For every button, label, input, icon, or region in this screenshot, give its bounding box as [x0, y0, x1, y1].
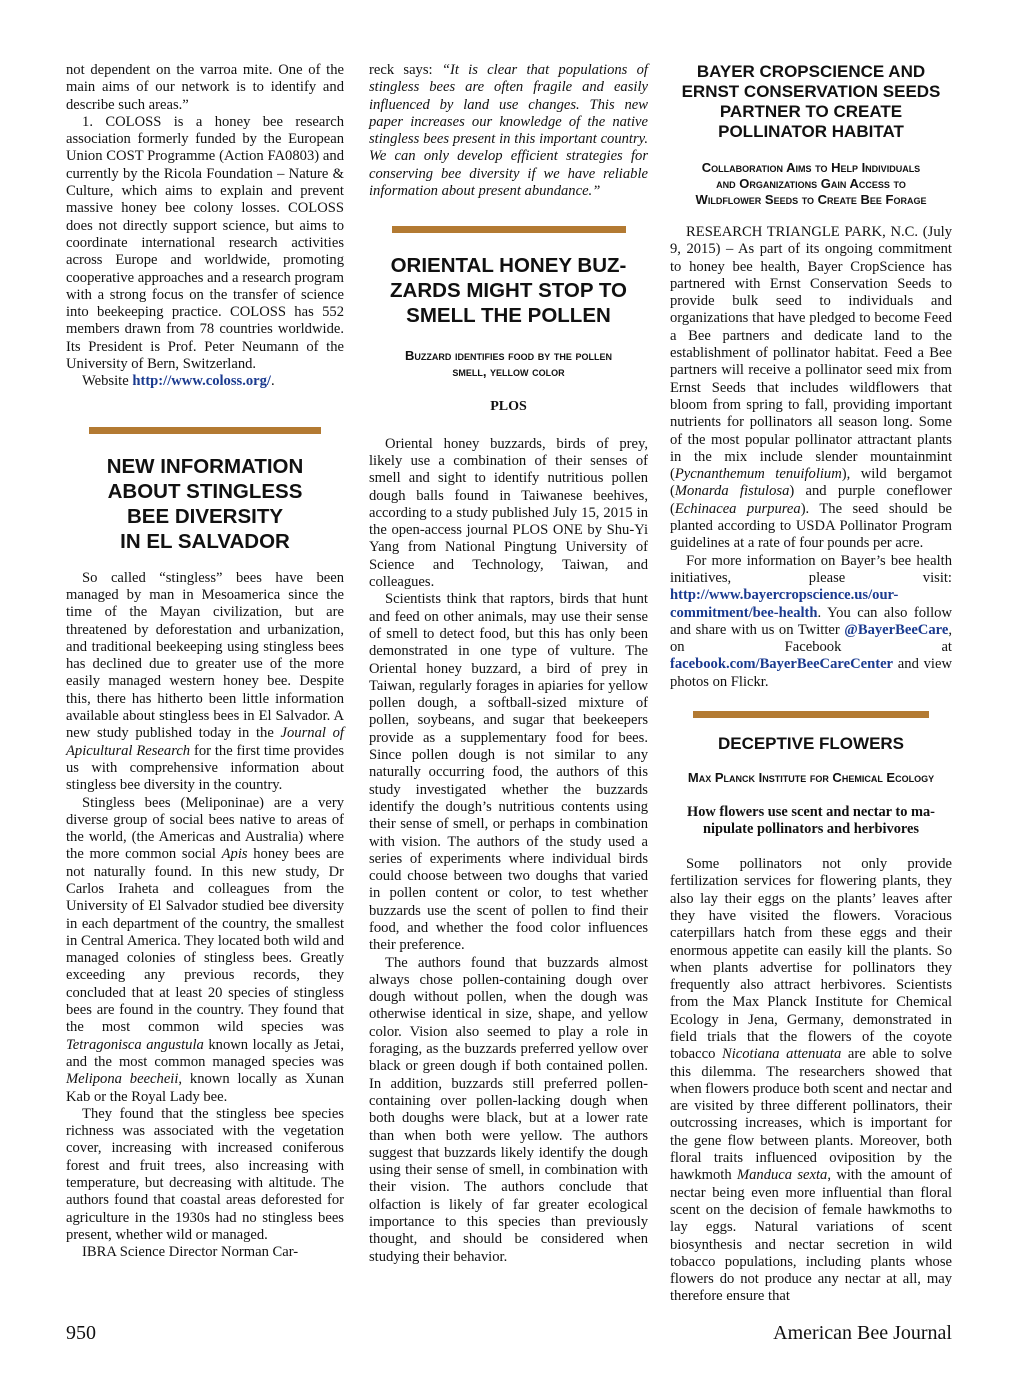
source-max-planck: Max Planck Institute for Chemical Ecology [687, 770, 935, 786]
deck-how-flowers: How flowers use scent and nectar to ma- nipulate pollinators and herbivores [687, 804, 935, 838]
column-2 [369, 62, 648, 1266]
journal-name: American Bee Journal [773, 1322, 952, 1344]
subheadline-collaboration: Collaboration Aims to Help Individuals and Organizations Gain Access to Wildflower Seeds to Create Bee Forage [695, 160, 927, 207]
article-paragraph: For more information on Bayer’s bee health initiatives, please visit: http://www.bayercropscience.us/our-commitment/bee-health. You can also follow and share with us on Twitter @BayerBeeCare, on Facebook at facebook.com/BayerBeeCareCenter and view photos on Flickr. [670, 552, 952, 690]
section-divider [693, 711, 929, 718]
twitter-handle-link[interactable]: @BayerBeeCare [844, 621, 949, 638]
article-paragraph: Stingless bees (Meliponinae) are a very diverse group of social bees native to areas of the world, (the Americas and Australia) where the more common social Apis honey bees are not naturally found. In this new study, Dr Carlos Iraheta and colleagues from the University of El Salvador studied bee diversity in each department of the country, the smallest in Central America. They located both wild and managed colonies of stingless bees. Greatly exceeding any previous records, they concluded that at least 20 species of stingless bees are found in the country. They found that the most common wild species was Tetragonisca angustula known locally as Jetai, and the most common managed species was Melipona beecheii, known locally as Xunan Kab or the Royal Lady bee. [66, 794, 344, 1105]
article-paragraph: They found that the stingless bee species richness was associated with the vegetation cover, increasing with increased coniferous forest and fruit trees, also increasing with temperature, but decreasing with altitude. The authors found that coastal areas deforested for agriculture in the 1930s had no stingless bees present, whether wild or managed. [66, 1105, 344, 1243]
column-3 [670, 62, 952, 1306]
source-plos: PLOS [490, 399, 527, 415]
continued-paragraph: not dependent on the varroa mite. One of the main aims of our network is to identify and describe such areas.” [66, 62, 344, 113]
article-paragraph: Scientists think that raptors, birds that hunt and feed on other animals, may use their sense of smell to detect food, but this has only been demonstrated in one type of vulture. The Oriental honey buzzard, a bird of prey in Taiwan, regularly forages in apiaries for yellow pollen dough, a softball-sized mixture of pollen, soybeans, and sugar that beekeepers provide as a supplementary food for bees. Since pollen dough is not similar to any naturally occurring food, the authors of this study investigated whether the buzzards identify the dough’s nutritious contents using their sense of smell, or perhaps in combination with vision. The authors of the study used a series of experiments where individual birds could choose between two doughs that varied in pollen content or color, to test whether buzzards use the scent of pollen to find their food, and whether the food color influences their preference. [369, 591, 648, 954]
headline-bayer-ernst: BAYER CROPSCIENCE AND ERNST CONSERVATION SEEDS PARTNER TO CREATE POLLINATOR HABITAT [681, 62, 941, 141]
headline-honey-buzzards: ORIENTAL HONEY BUZ- ZARDS MIGHT STOP TO SMELL THE POLLEN [390, 254, 627, 328]
coloss-link[interactable]: http://www.coloss.org/ [132, 373, 271, 390]
article-paragraph: Some pollinators not only provide fertilization services for flowering plants, they also lay their eggs on the plants’ leaves after they have visited the flowers. Voracious caterpillars hatch from these eggs and their enormous appetite can easily kill the plants. So when plants advertise for pollinators they frequently also attract herbivores. Scientists from the Max Planck Institute for Chemical Ecology in Jena, Germany, demonstrated in field trials that the flowers of the coyote tobacco Nicotiana attenuata are able to solve this dilemma. The researchers showed that when flowers produce both scent and nectar and are visited by three different pollinators, their outcrossing increases, which is important for the gene flow between plants. Moreover, both floral traits influenced oviposition by the hawkmoth Manduca sexta, with the amount of nectar being even more influential than floral scent on the decision of female hawkmoths to lay eggs. Natural variations of scent biosynthesis and nectar secretion in wild tobacco populations, including plants whose flowers do not produce any nectar at all, may therefore ensure that [670, 856, 952, 1305]
subheadline-buzzard: Buzzard identifies food by the pollen smell, yellow color [405, 348, 612, 380]
column-1 [66, 62, 344, 1262]
article-paragraph: IBRA Science Director Norman Car- [82, 1244, 299, 1261]
article-paragraph: Oriental honey buzzards, birds of prey, likely use a combination of their senses of smell and sight to identify nutritious pollen dough balls found in Taiwanese beehives, according to a study published July 15, 2015 in the open-access journal PLOS ONE by Shu-Yi Yang from National Pingtung University of Science and Technology, Taiwan, and colleagues. [369, 435, 648, 591]
facebook-link[interactable]: facebook.com/BayerBeeCareCenter [670, 656, 894, 673]
article-paragraph: RESEARCH TRIANGLE PARK, N.C. (July 9, 2015) – As part of its ongoing commitment to honey bee health, Bayer CropScience has partnered with Ernst Conservation Seeds to provide bulk seed to individuals and organizations that have pledged to become Feed a Bee partners and dedicate land to the establishment of pollinator habitat. Feed a Bee partners will receive a pollinator seed mix from Ernst Seeds that includes wildflowers that bloom from spring to fall, providing important nutrients for pollinators all season long. Some of the most popular pollinator attractant plants in the mix include slender mountainmint (Pycnanthemum tenuifolium), wild bergamot (Monarda fistulosa) and purple coneflower (Echinacea purpurea). The seed should be planted according to USDA Pollinator Program guidelines at a rate of four pounds per acre. [670, 224, 953, 552]
section-divider [89, 427, 321, 434]
page-number: 950 [66, 1322, 96, 1344]
bayer-bee-health-link[interactable]: http://www.bayercropscience.us/our-commitment/bee-health [670, 587, 899, 621]
website-line: Website http://www.coloss.org/. [82, 373, 275, 390]
continued-quote: reck says: “It is clear that populations of stingless bees are often fragile and easily influenced by land use changes. This new paper increases our knowledge of the native stingless bees present in this important country. We can only develop efficient strategies for conserving bee diversity if we have reliable information about present abundance.” [369, 62, 648, 200]
headline-stingless-bees: NEW INFORMATION ABOUT STINGLESS BEE DIVERSITY IN EL SALVADOR [106, 454, 304, 553]
article-paragraph: The authors found that buzzards almost always chose pollen-containing dough over dough without pollen, when the dough was otherwise identical in size, shape, and yellow color. Vision also seemed to play a role in foraging, as the buzzards preferred yellow over black or green dough if both contained pollen. In addition, buzzards still preferred pollen-containing over pollen-lacking dough when both doughs were black, but at a lower rate than when both were yellow. The authors suggest that buzzards likely identify the dough using their sense of smell, in combination with their vision. The authors conclude that olfaction is likely of far greater ecological importance to this species than previously thought, and should be considered when studying their behavior. [369, 954, 648, 1265]
section-divider [392, 226, 626, 233]
article-paragraph: So called “stingless” bees have been managed by man in Mesoamerica since the time of the Mayan civilization, but are threatened by deforestation and urbanization, and traditional beekeeping using stingless bees has declined due to greater use of the more easily managed western honey bee. Despite this, there has hitherto been little information available about stingless bees in El Salvador. A new study published today in the Journal of Apicultural Research for the first time provides us with comprehensive information about stingless bee diversity in the country. [66, 569, 344, 794]
coloss-footnote: 1. COLOSS is a honey bee research association formerly funded by the European Union COST Programme (Action FA0803) and currently by the Ricola Foundation – Nature & Culture, which aims to explain and prevent massive honey bee colony losses. COLOSS does not directly support science, but aims to coordinate international research activities across Europe and worldwide, promoting cooperative approaches and a research program with a strong focus on the transfer of science into beekeeping practice. COLOSS has 552 members drawn from 78 countries worldwide. Its President is Prof. Peter Neumann of the University of Bern, Switzerland. [66, 113, 344, 373]
headline-deceptive-flowers: DECEPTIVE FLOWERS [717, 734, 905, 754]
